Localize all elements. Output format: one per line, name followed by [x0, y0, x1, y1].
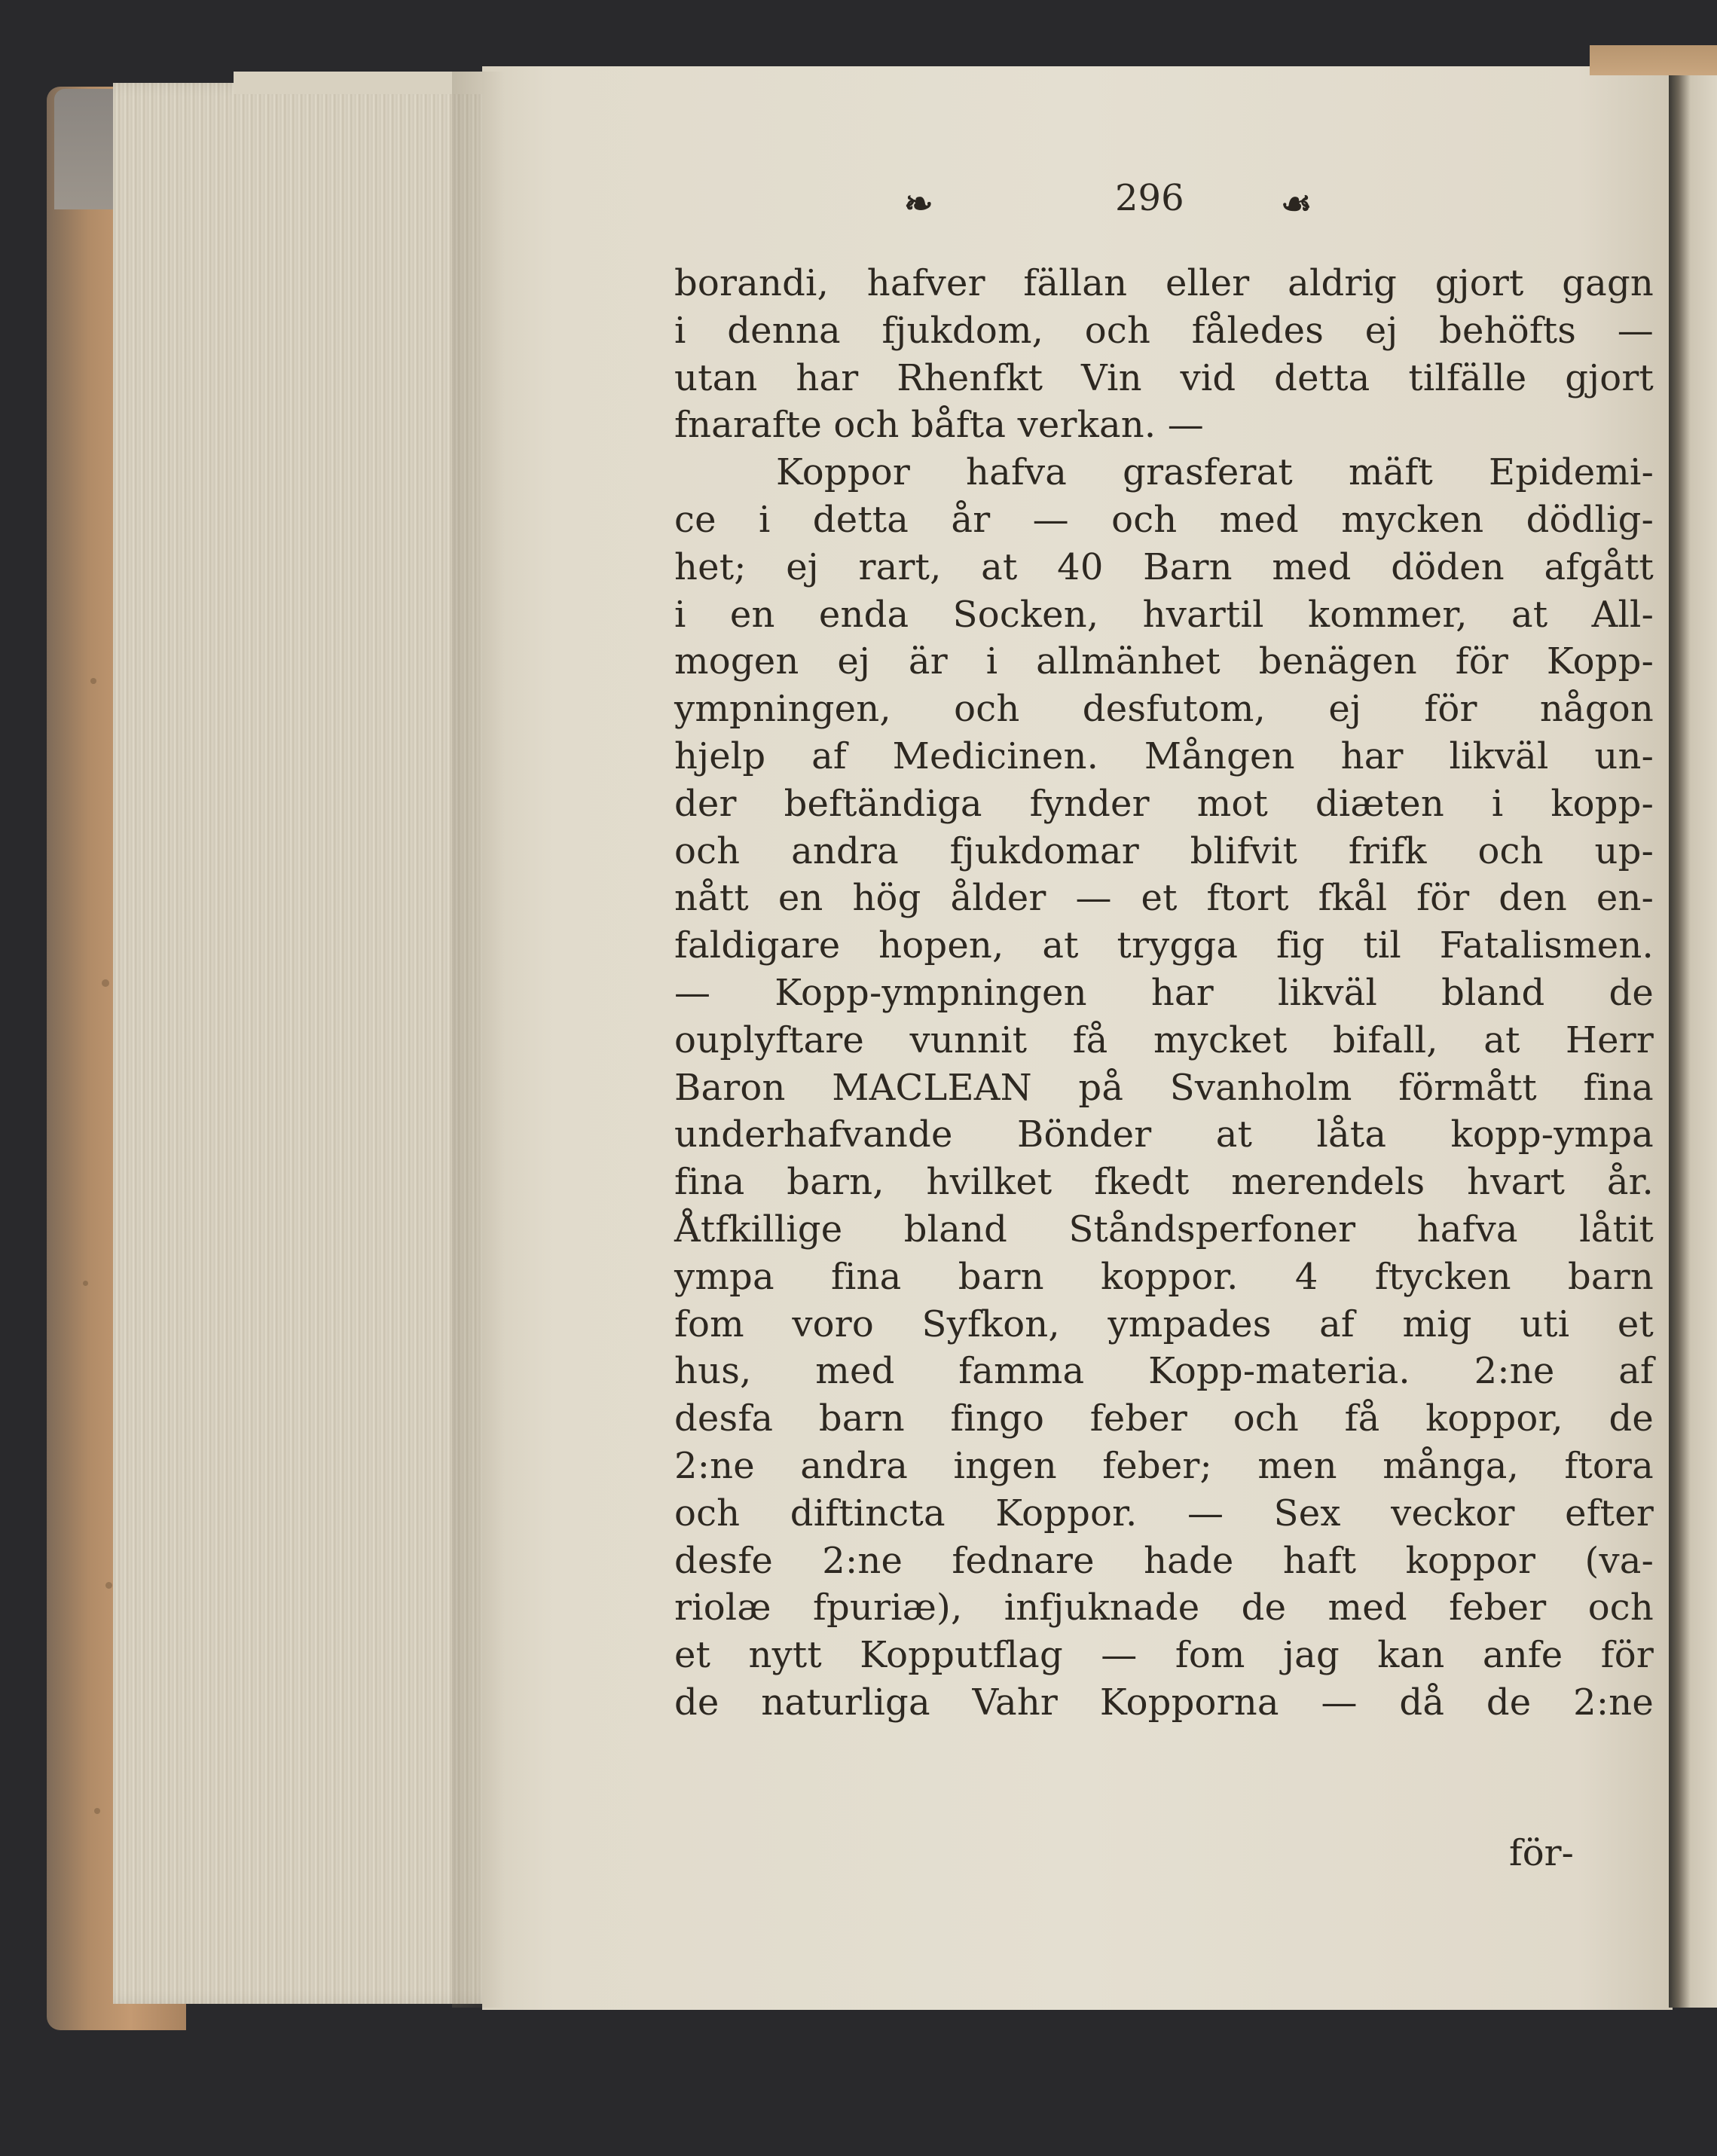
text-line: — Kopp-ympningen har likväl bland de [674, 971, 1654, 1014]
ornament-left-icon: ❧ [904, 183, 933, 224]
text-line: ce i detta år — och med mycken dödlig- [674, 498, 1654, 541]
text-line: het; ej rart, at 40 Barn med döden afgått [674, 545, 1654, 588]
foxing-spot [102, 979, 109, 987]
right-cover-edge [1590, 45, 1717, 75]
right-leaf-edge [1669, 72, 1717, 2008]
catchword: för- [1509, 1832, 1574, 1874]
text-line: och andra fjukdomar blifvit frifk och up- [674, 829, 1654, 872]
text-line: i en enda Socken, hvartil kommer, at All- [674, 593, 1654, 636]
ornament-right-icon: ☙ [1281, 183, 1312, 224]
text-line: de naturliga Vahr Kopporna — då de 2:ne [674, 1681, 1654, 1724]
text-line: ympningen, och desfutom, ej för någon [674, 688, 1654, 731]
foxing-spot [90, 678, 96, 684]
text-line: utan har Rhenfkt Vin vid detta tilfälle gjort [674, 356, 1654, 399]
text-line: der beftändiga fynder mot diæten i kopp- [674, 782, 1654, 825]
foxing-spot [94, 1808, 100, 1814]
text-line: 2:ne andra ingen feber; men många, ftora [674, 1444, 1654, 1487]
text-line: ouplyftare vunnit få mycket bifall, at Herr [674, 1018, 1654, 1061]
text-line: hjelp af Medicinen. Mången har likväl un- [674, 734, 1654, 777]
text-line: nått en hög ålder — et ftort fkål för den en- [674, 877, 1654, 920]
text-line: Åtfkillige bland Ståndsperfoner hafva låtit [674, 1208, 1654, 1251]
text-line: et nytt Kopputflag — fom jag kan anfe för [674, 1634, 1654, 1677]
text-line: fnarafte och båfta verkan. — [674, 404, 1205, 447]
text-line: faldigare hopen, at trygga fig til Fatalismen. [674, 924, 1654, 967]
page-number: 296 [1115, 177, 1184, 219]
text-line: Baron MACLEAN på Svanholm förmått fina [674, 1066, 1654, 1109]
page-header [889, 177, 1371, 222]
text-line: desfa barn fingo feber och få koppor, de [674, 1397, 1654, 1440]
text-line: ympa fina barn koppor. 4 ftycken barn [674, 1255, 1654, 1298]
text-line: desfe 2:ne fednare hade haft koppor (va- [674, 1539, 1654, 1582]
text-line: mogen ej är i allmänhet benägen för Kopp- [674, 640, 1654, 683]
text-line: riolæ fpuriæ), infjuknade de med feber och [674, 1586, 1654, 1629]
page-edges [113, 83, 497, 2004]
foxing-spot [83, 1281, 88, 1286]
text-line: och diftincta Koppor. — Sex veckor efter [674, 1492, 1654, 1535]
text-line: hus, med famma Kopp-materia. 2:ne af [674, 1350, 1654, 1393]
gutter-shadow [452, 72, 505, 2008]
text-line: fina barn, hvilket fkedt merendels hvart år. [674, 1161, 1654, 1204]
foxing-spot [105, 1582, 112, 1589]
text-line: borandi, hafver fällan eller aldrig gjort gagn [674, 262, 1654, 304]
text-line: Koppor hafva grasferat mäft Epidemi- [776, 451, 1654, 494]
text-line: underhafvande Bönder at låta kopp-ympa [674, 1113, 1654, 1156]
text-line: fom voro Syfkon, ympades af mig uti et [674, 1302, 1654, 1345]
text-line: i denna fjukdom, och fåledes ej behöfts — [674, 309, 1654, 352]
body-text [674, 260, 1654, 1727]
